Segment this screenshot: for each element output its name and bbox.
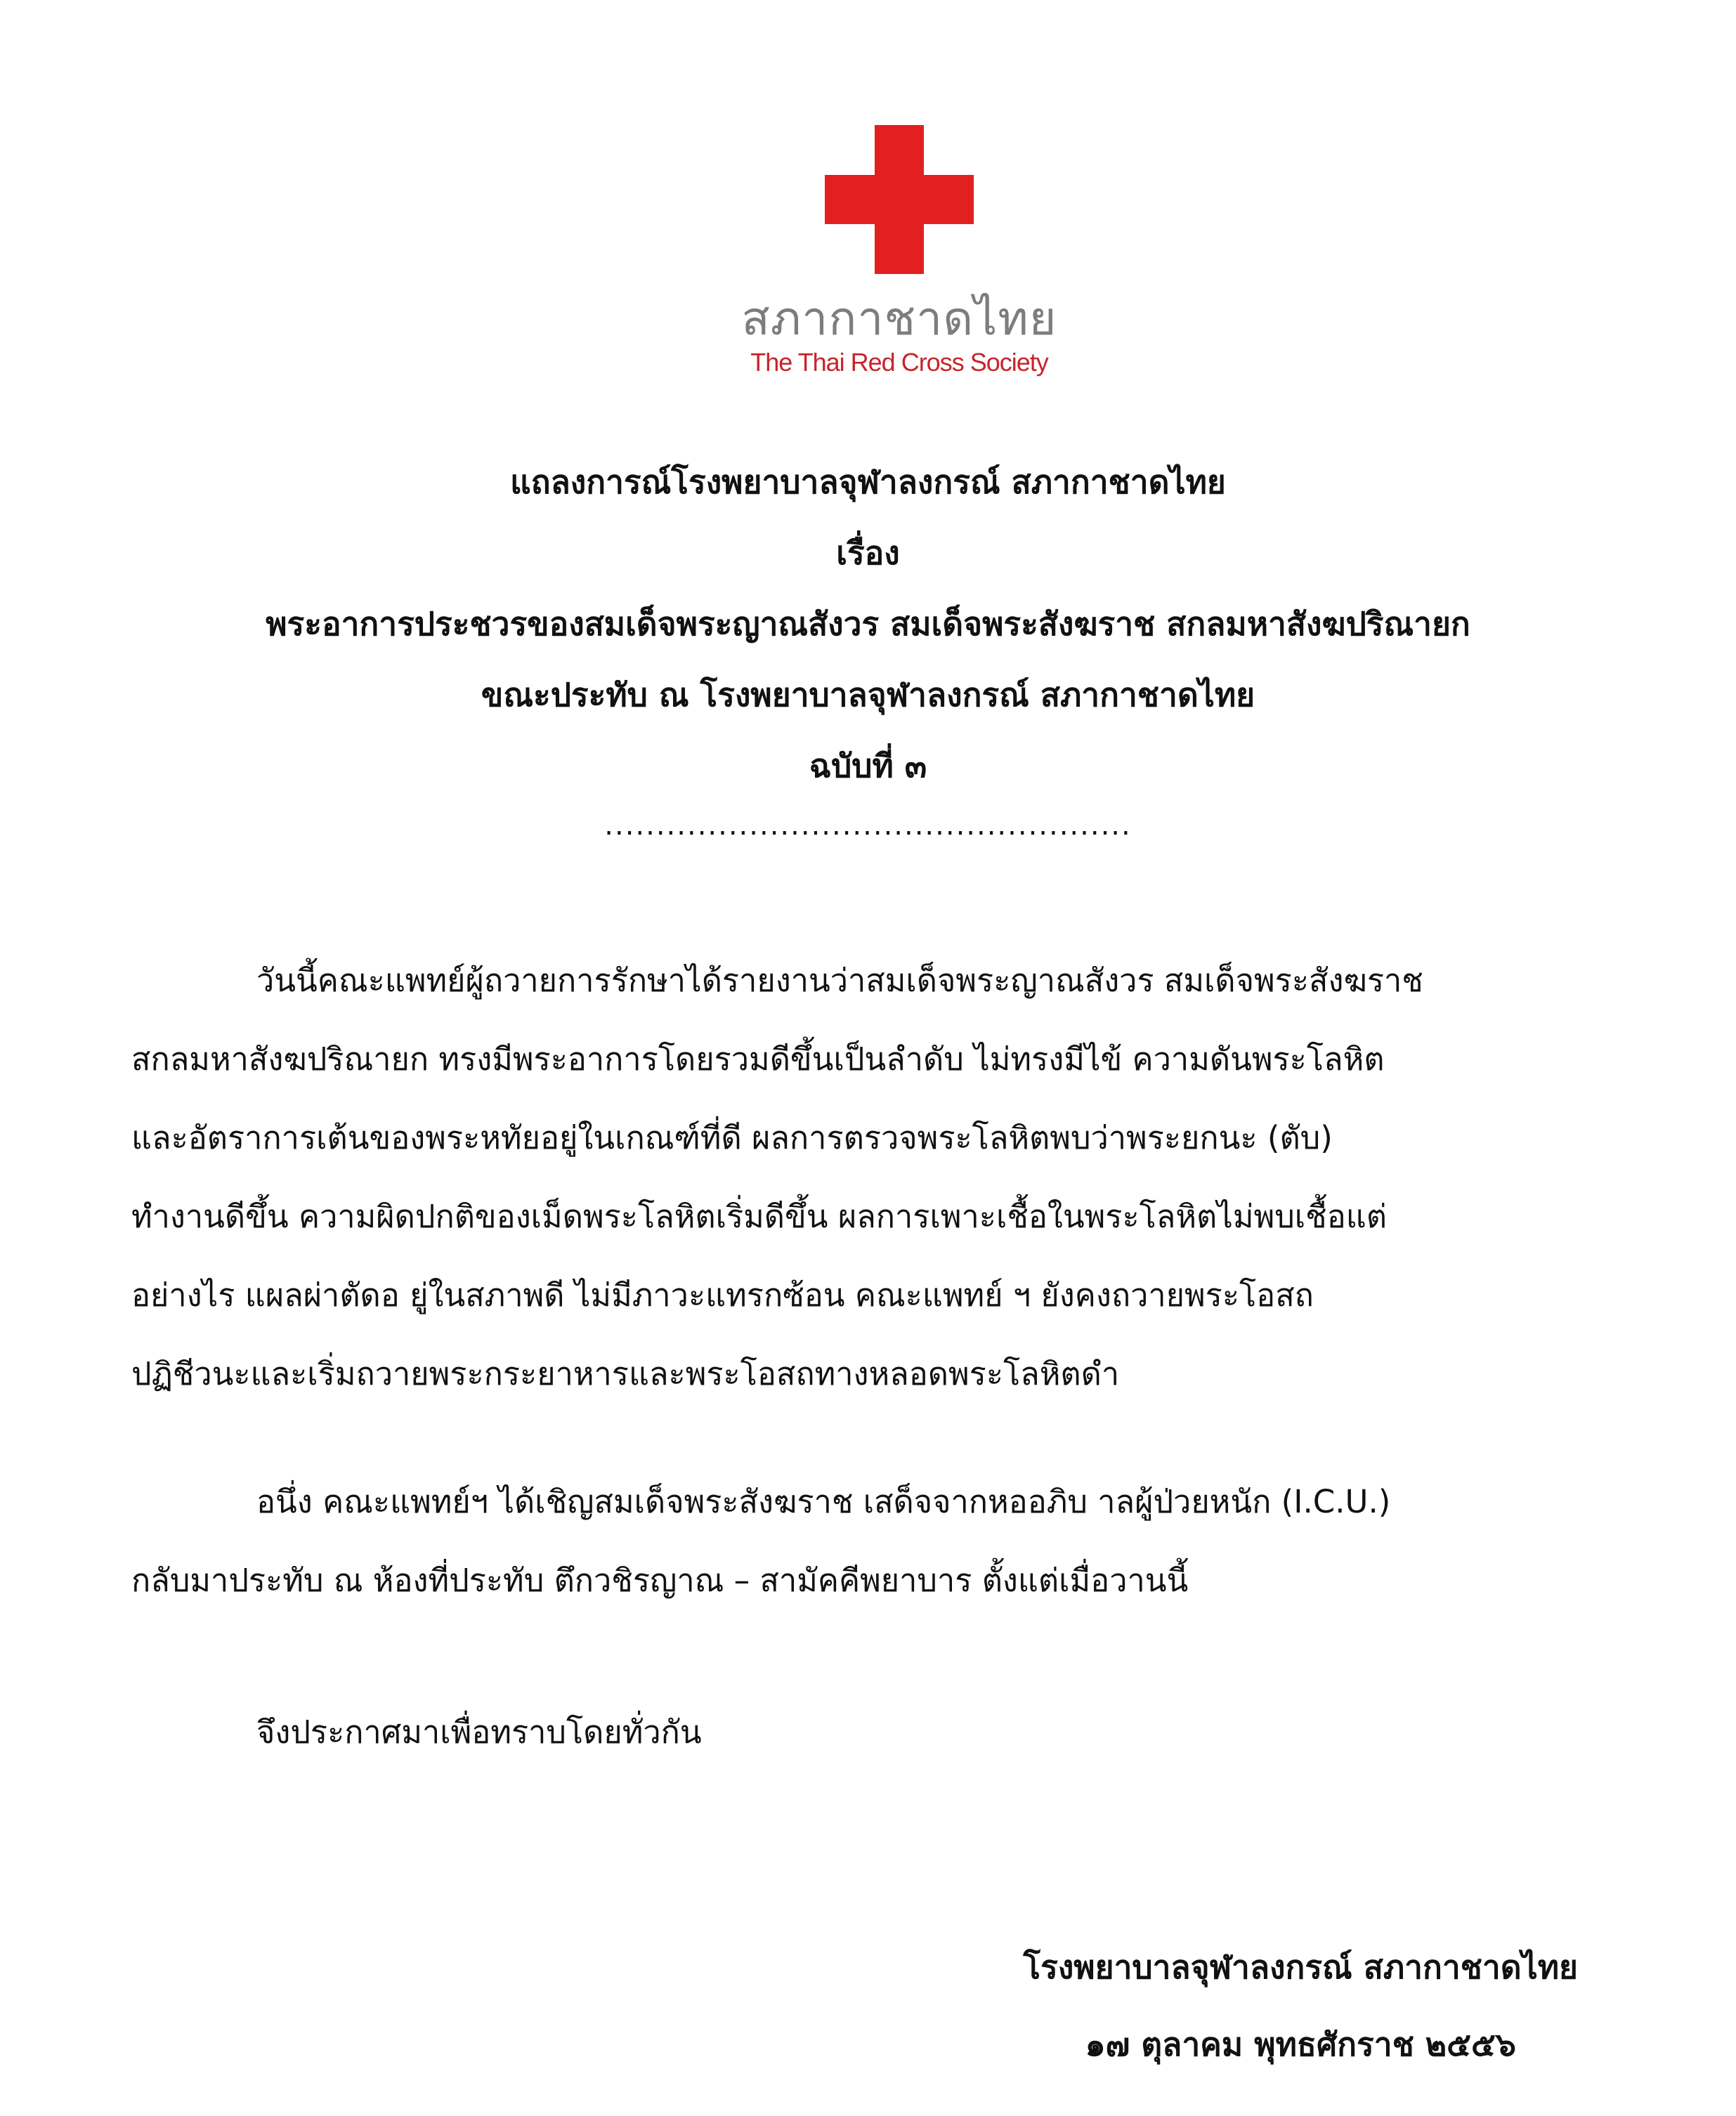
announcement-heading bbox=[0, 447, 1736, 802]
red-cross-icon bbox=[825, 125, 974, 274]
paragraph-line: อนึ่ง คณะแพทย์ฯ ได้เชิญสมเด็จพระสังฆราช เสด็จจากหออภิบ าลผู้ป่วยหนัก (I.C.U.) bbox=[256, 1483, 1391, 1520]
signature-block bbox=[1023, 1928, 1578, 2083]
heading-line-4: ขณะประทับ ณ โรงพยาบาลจุฬาลงกรณ์ สภากาชาดไทย bbox=[481, 676, 1255, 714]
heading-line-1: แถลงการณ์โรงพยาบาลจุฬาลงกรณ์ สภากาชาดไทย bbox=[510, 463, 1226, 501]
thai-red-cross-logo bbox=[738, 125, 1061, 378]
logo-english-name: The Thai Red Cross Society bbox=[750, 348, 1048, 377]
logo-thai-name: สภากาชาดไทย bbox=[741, 292, 1057, 346]
paragraph-line: สกลมหาสังฆปริณายก ทรงมีพระอาการโดยรวมดีขึ้นเป็นลำดับ ไม่ทรงมีไข้ ความดันพระโลหิต bbox=[131, 1040, 1385, 1078]
body-paragraph-1 bbox=[131, 941, 1607, 1413]
heading-line-2: เรื่อง bbox=[836, 534, 900, 572]
paragraph-line: ทำงานดีขึ้น ความผิดปกติของเม็ดพระโลหิตเริ่มดีขึ้น ผลการเพาะเชื้อในพระโลหิตไม่พบเชื้อแต่ bbox=[131, 1198, 1387, 1235]
heading-line-5: ฉบับที่ ๓ bbox=[809, 747, 927, 785]
paragraph-line: และอัตราการเต้นของพระหทัยอยู่ในเกณฑ์ที่ดี ผลการตรวจพระโลหิตพบว่าพระยกนะ (ตับ) bbox=[131, 1119, 1333, 1156]
dotted-separator: ................................................... bbox=[604, 809, 1132, 842]
signature-date: ๑๗ ตุลาคม พุทธศักราช ๒๕๕๖ bbox=[1085, 2025, 1516, 2063]
paragraph-line: วันนี้คณะแพทย์ผู้ถวายการรักษาได้รายงานว่าสมเด็จพระญาณสังวร สมเด็จพระสังฆราช bbox=[256, 962, 1423, 999]
heading-line-3: พระอาการประชวรของสมเด็จพระญาณสังวร สมเด็จพระสังฆราช สกลมหาสังฆปริณายก bbox=[266, 605, 1470, 643]
paragraph-line: จึงประกาศมาเพื่อทราบโดยทั่วกัน bbox=[256, 1713, 702, 1751]
paragraph-line: กลับมาประทับ ณ ห้องที่ประทับ ตึกวชิรญาณ – สามัคคีพยาบาร ตั้งแต่เมื่อวานนี้ bbox=[131, 1562, 1189, 1599]
paragraph-line: ปฏิชีวนะและเริ่มถวายพระกระยาหารและพระโอสถทางหลอดพระโลหิตดำ bbox=[131, 1355, 1120, 1392]
signature-organization: โรงพยาบาลจุฬาลงกรณ์ สภากาชาดไทย bbox=[1023, 1948, 1578, 1986]
body-paragraph-2 bbox=[131, 1463, 1607, 1620]
paragraph-line: อย่างไร แผลผ่าตัดอ ยู่ในสภาพดี ไม่มีภาวะแทรกซ้อน คณะแพทย์ ฯ ยังคงถวายพระโอสถ bbox=[131, 1276, 1314, 1314]
body-paragraph-3 bbox=[131, 1693, 1607, 1772]
